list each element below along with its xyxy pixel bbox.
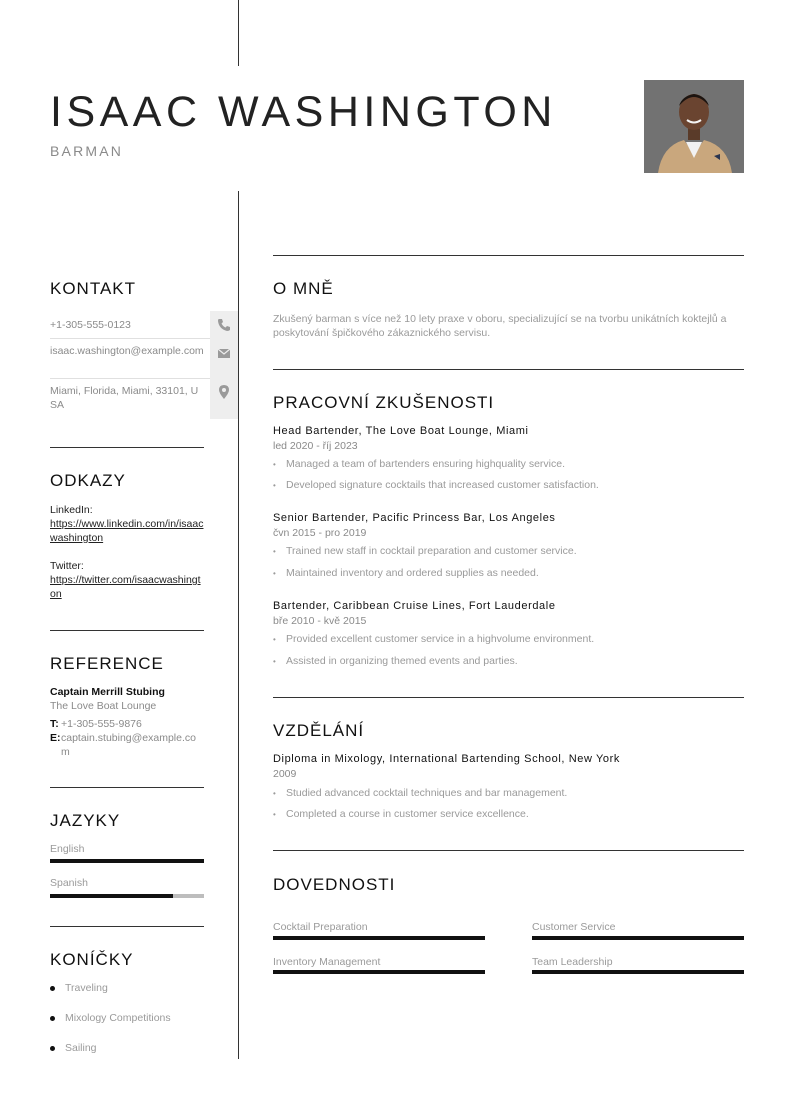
language-spanish-label: Spanish (50, 877, 88, 889)
language-spanish-bar-fill (50, 894, 173, 898)
about-heading: O MNĚ (273, 279, 334, 298)
hobbies-heading: KONÍČKY (50, 950, 134, 969)
contact-divider (50, 338, 210, 339)
skill-label: Customer Service (532, 921, 616, 933)
job-title: Head Bartender, The Love Boat Lounge, Miami (273, 425, 529, 437)
section-divider (50, 787, 204, 788)
section-divider (273, 850, 744, 851)
education-bullet: • Completed a course in customer service excellence. (273, 808, 529, 820)
language-spanish-bar (50, 894, 204, 898)
bullet-dot (50, 1046, 55, 1051)
skill-bar-fill (273, 936, 485, 940)
skill-label: Inventory Management (273, 956, 381, 968)
bullet-dot (50, 986, 55, 991)
contact-address-text: Miami, Florida, Miami, 33101, USA (50, 385, 199, 411)
contact-divider (50, 378, 210, 379)
language-english-bar-fill (50, 859, 204, 863)
header-divider-line (238, 0, 239, 66)
section-divider (50, 926, 204, 927)
profile-photo (644, 80, 744, 173)
language-english-bar (50, 859, 204, 863)
location-icon (216, 384, 232, 400)
reference-email-value: captain.stubing@example.com (61, 732, 196, 758)
candidate-title: BARMAN (50, 143, 124, 159)
section-divider (50, 447, 204, 448)
phone-icon (216, 317, 232, 333)
about-text: Zkušený barman s více než 10 lety praxe v oboru, specializující se na tvorbu unikátních koktejlů a poskytování špičkového zákaznického servisu. (273, 313, 727, 339)
job-bullet: • Assisted in organizing themed events and parties. (273, 655, 518, 667)
job-bullet: • Maintained inventory and ordered supplies as needed. (273, 567, 539, 579)
contact-email-text: isaac.washington@example.com (50, 345, 204, 357)
email-icon (216, 345, 232, 361)
experience-heading: PRACOVNÍ ZKUŠENOSTI (273, 393, 495, 412)
education-bullet: • Studied advanced cocktail techniques and bar management. (273, 787, 567, 799)
language-english-label: English (50, 843, 85, 855)
linkedin-link[interactable]: https://www.linkedin.com/in/isaacwashington (50, 518, 204, 544)
contact-heading: KONTAKT (50, 279, 137, 298)
links-heading: ODKAZY (50, 471, 126, 490)
hobby-text: Traveling (65, 982, 108, 994)
reference-company: The Love Boat Lounge (50, 700, 157, 712)
candidate-name: ISAAC WASHINGTON (50, 88, 557, 136)
hobby-text: Sailing (65, 1042, 97, 1054)
job-date: bře 2010 - kvě 2015 (273, 615, 367, 627)
skill-label: Team Leadership (532, 956, 613, 968)
education-date: 2009 (273, 768, 297, 780)
reference-email-label: E: (50, 732, 61, 744)
twitter-label: Twitter: (50, 560, 84, 572)
job-date: čvn 2015 - pro 2019 (273, 527, 367, 539)
reference-name: Captain Merrill Stubing (50, 686, 165, 698)
job-bullet: • Developed signature cocktails that increased customer satisfaction. (273, 479, 599, 491)
section-divider (273, 369, 744, 370)
hobby-item (50, 1042, 97, 1054)
reference-phone-value: +1-305-555-9876 (61, 718, 142, 730)
hobby-item (50, 982, 108, 994)
contact-phone-text: +1-305-555-0123 (50, 319, 131, 331)
reference-phone (50, 717, 203, 731)
skill-label: Cocktail Preparation (273, 921, 368, 933)
education-title: Diploma in Mixology, International Bartending School, New York (273, 753, 620, 765)
hobby-text: Mixology Competitions (65, 1012, 171, 1024)
section-divider (50, 630, 204, 631)
skill-bar (532, 936, 744, 940)
job-title: Senior Bartender, Pacific Princess Bar, Los Angeles (273, 512, 556, 524)
section-divider (273, 255, 744, 256)
job-bullet: • Trained new staff in cocktail preparation and customer service. (273, 545, 577, 557)
skill-bar (273, 936, 485, 940)
reference-heading: REFERENCE (50, 654, 164, 673)
twitter-link[interactable]: https://twitter.com/isaacwashington (50, 574, 201, 600)
skill-bar (273, 970, 485, 974)
skill-bar-fill (532, 936, 744, 940)
job-bullet: • Provided excellent customer service in a highvolume environment. (273, 633, 594, 645)
languages-heading: JAZYKY (50, 811, 121, 830)
skills-heading: DOVEDNOSTI (273, 875, 396, 894)
section-divider (273, 697, 744, 698)
job-bullet: • Managed a team of bartenders ensuring highquality service. (273, 458, 565, 470)
contact-icon-strip (210, 311, 238, 419)
education-heading: VZDĚLÁNÍ (273, 721, 365, 740)
reference-phone-label: T: (50, 718, 59, 730)
skill-bar-fill (273, 970, 485, 974)
reference-email (50, 731, 203, 759)
hobby-item (50, 1012, 171, 1024)
bullet-dot (50, 1016, 55, 1021)
skill-bar-fill (532, 970, 744, 974)
column-divider-line (238, 191, 239, 1059)
linkedin-label: LinkedIn: (50, 504, 93, 516)
job-title: Bartender, Caribbean Cruise Lines, Fort Lauderdale (273, 600, 556, 612)
skill-bar (532, 970, 744, 974)
profile-photo-avatar (644, 80, 744, 173)
job-date: led 2020 - říj 2023 (273, 440, 358, 452)
